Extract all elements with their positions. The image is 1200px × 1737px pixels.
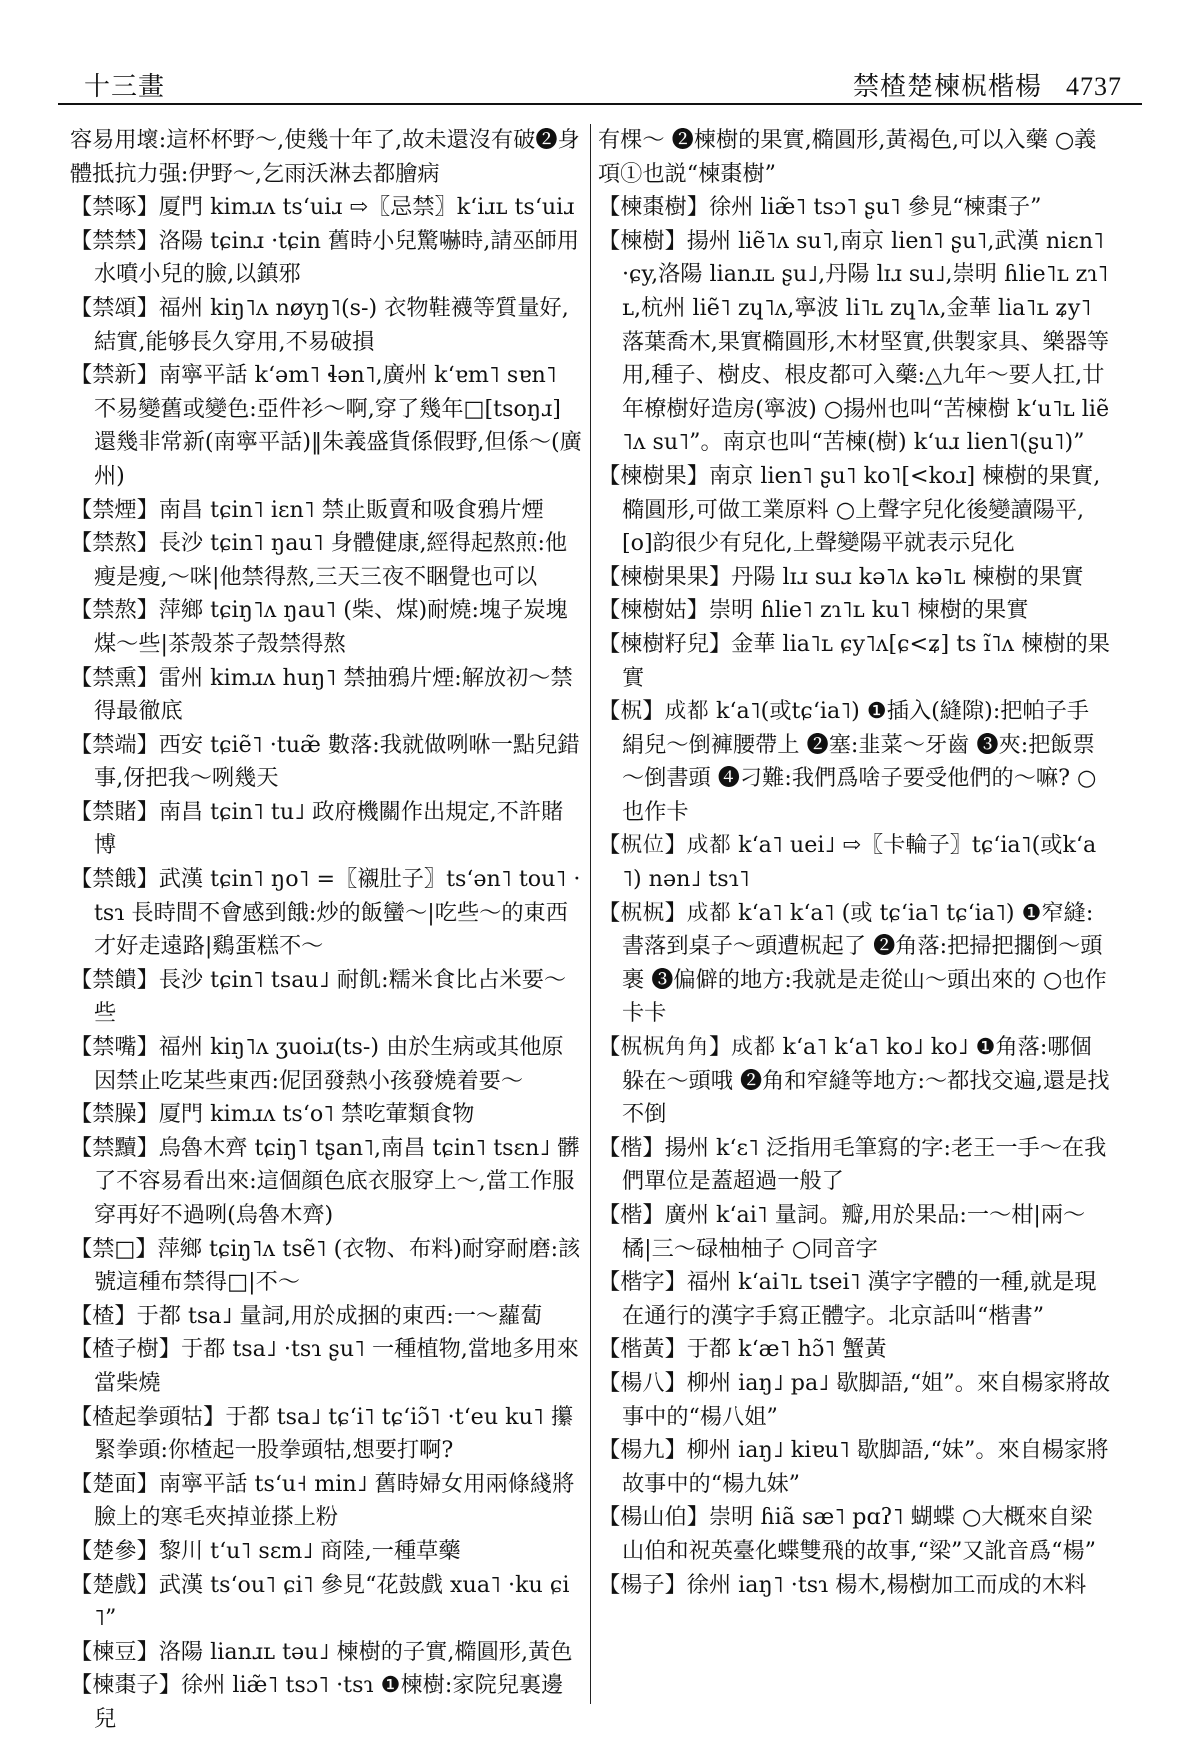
right-column (598, 124, 1110, 1704)
entry-definition: 南寧平話 tsʻu˧ min˩ 舊時婦女用兩條綫將臉上的寒毛夾掉並搽上粉 (94, 1470, 575, 1531)
entry-definition: 南昌 tɕin˥ tu˩ 政府機關作出規定,不許賭博 (94, 798, 564, 859)
entry-headword: 【 禁□ 】 (70, 1236, 158, 1262)
dictionary-entry (70, 1636, 582, 1670)
entry-headword: 【 楚面 】 (70, 1471, 159, 1497)
entry-headword: 【 楊山伯 】 (598, 1504, 709, 1530)
entry-headword: 【 𣐊 】 (598, 698, 665, 724)
dictionary-entry (70, 1333, 582, 1400)
entry-headword: 【 楊八 】 (598, 1370, 687, 1396)
entry-headword: 【 禁黷 】 (70, 1135, 159, 1161)
entry-definition: 金華 lia˥ʟ ɕy˥ʌ[ɕ<ʑ] ts ĩ˥ʌ 楝樹的果實 (622, 630, 1110, 691)
entry-headword: 【 楷 】 (598, 1202, 665, 1228)
entry-definition: 丹陽 lɪɹ suɹ kə˥ʌ kə˥ʟ 楝樹的果實 (731, 563, 1084, 590)
entry-headword: 【 禁新 】 (70, 362, 159, 388)
entry-headword: 【 楚戲 】 (70, 1572, 159, 1598)
dictionary-entry (598, 628, 1110, 695)
dictionary-entry (70, 1468, 582, 1535)
dictionary-entry (598, 1031, 1110, 1132)
dictionary-entry (70, 796, 582, 863)
entry-headword: 【 楝豆 】 (70, 1639, 159, 1665)
dictionary-entry (598, 1367, 1110, 1434)
dictionary-entry (70, 124, 582, 191)
entry-headword: 【 禁賭 】 (70, 799, 159, 825)
entry-definition: 成都 kʻa˥ uei˩ ⇨〖卡輪子〗tɕʻia˥(或kʻa˥) nən˩ tsɿ˥ (622, 832, 1097, 893)
entry-headword: 【 楝棗樹 】 (598, 194, 709, 220)
entry-definition: 洛陽 lianɹʟ tәu˩ 楝樹的子實,橢圓形,黃色 (158, 1638, 573, 1665)
dictionary-entry (598, 460, 1110, 561)
entry-definition: 有棵～ ❷楝樹的果實,橢圓形,黃褐色,可以入藥 ○義項①也説“楝棗樹” (598, 127, 1097, 187)
entry-headword: 【 𣐊𣐊 】 (598, 900, 687, 926)
entry-headword: 【 禁端 】 (70, 732, 159, 758)
radical-section-title: 十三畫 (84, 72, 166, 102)
dictionary-entry (70, 1535, 582, 1569)
entry-definition: 柳州 iaŋ˩ pa˩ 歇脚語,“姐”。來自楊家將故事中的“楊八姐” (622, 1369, 1111, 1430)
entry-definition: 徐州 iaŋ˥ ·tsɿ 楊木,楊樹加工而成的木料 (686, 1571, 1087, 1598)
entry-headword: 【 楷字 】 (598, 1269, 687, 1295)
dictionary-entry (70, 527, 582, 594)
entry-definition: 揚州 liẽ˥ʌ su˥,南京 lien˥ ʂu˥,武漢 niɛn˥ ·ɕy,洛陽 lianɹʟ ʂu˩,丹陽 lɪɹ su˩,崇明 ɦlie˥ʟ zɿ˥ʟ,杭州 liẽ˥ zɥ˥ʌ,寧波 li˥ʟ zɥ˥ʌ,金華 lia˥ʟ ʑy˥ 落葉喬木,果實橢圓形,木材堅實,供製家具、樂器等用,種子、樹皮、根皮都可入藥:△九年～要人扛,廿年橑樹好造房(寧波) ○揚州也叫“苦楝樹 kʻu˥ʟ liẽ˥ʌ su˥”。南京也叫“苦楝(樹) kʻuɹ lien˥(ʂu˥)” (622, 227, 1110, 456)
entry-headword: 【 禁煙 】 (70, 497, 159, 523)
dictionary-entry (598, 1501, 1110, 1568)
dictionary-entry (70, 1098, 582, 1132)
dictionary-entry (70, 1031, 582, 1098)
dictionary-entry (70, 594, 582, 661)
entry-definition: 柳州 iaŋ˩ kiɐu˥ 歇脚語,“妹”。來自楊家將故事中的“楊九妹” (622, 1437, 1109, 1497)
entry-definition: 徐州 liæ̃˥ tsɔ˥ ·tsɿ ❶楝樹:家院兒裏邊兒 (94, 1672, 564, 1732)
dictionary-entry (598, 1569, 1110, 1603)
entry-definition: 廣州 kʻai˥ 量詞。瓣,用於果品:一～柑|兩～橘|三～碌柚柚子 ○同音字 (622, 1202, 1086, 1262)
entry-definition: 崇明 ɦiã sæ˥ pɑʔ˥ 蝴蝶 ○大概來自梁山伯和祝英臺化蝶雙飛的故事,“梁”又訛音爲“楊” (622, 1504, 1096, 1564)
entry-headword: 【 禁熏 】 (70, 665, 159, 691)
entry-headword: 【 禁頌 】 (70, 295, 159, 321)
entry-definition: 雷州 kimɹʌ huŋ˥ 禁抽鴉片煙:解放初～禁得最徹底 (94, 664, 573, 725)
entry-headword: 【 楝樹果果 】 (598, 564, 731, 590)
entry-headword: 【 楂起拳頭牯 】 (70, 1404, 225, 1430)
entry-headword: 【 禁饋 】 (70, 967, 159, 993)
dictionary-entry (70, 1569, 582, 1636)
entry-definition: 洛陽 tɕinɹ ·tɕin 舊時小兒驚嚇時,請巫師用水噴小兒的臉,以鎮邪 (94, 227, 580, 288)
entry-headword: 【 楊九 】 (598, 1437, 687, 1463)
entry-definition: 成都 kʻa˥ kʻa˥ ko˩ ko˩ ❶角落:哪個躲在～頭哦 ❷角和窄縫等地方:～都找交遍,還是找不倒 (622, 1034, 1110, 1128)
entry-headword: 【 楷黃 】 (598, 1336, 687, 1362)
entry-definition: 容易用壞:這杯杯野～,使幾十年了,故未還沒有破❷身體抵抗力强:伊野～,乞雨沃淋去都膾病 (70, 127, 580, 187)
entry-definition: 揚州 kʻɛ˥ 泛指用毛筆寫的字:老王一手～在我們單位是蓋超過一般了 (622, 1134, 1107, 1195)
entry-definition: 福州 kʻai˥ʟ tsei˥ 漢字字體的一種,就是現在通行的漢字手寫正體字。北京話叫“楷書” (622, 1269, 1097, 1329)
entry-headword: 【 禁熬 】 (70, 530, 159, 556)
dictionary-entry (598, 225, 1110, 460)
entry-headword: 【 禁熬 】 (70, 597, 159, 623)
entry-headword: 【 楝樹 】 (598, 228, 687, 254)
entry-headword: 【 𣐊𣐊角角 】 (598, 1034, 731, 1060)
dictionary-entry (70, 1401, 582, 1468)
entry-headword: 【 楊子 】 (598, 1572, 687, 1598)
page-header-right (853, 66, 1122, 103)
entry-definition: 于都 kʻæ˥ hɔ̃˥ 蟹黃 (686, 1336, 887, 1363)
page-number: 4737 (1066, 72, 1122, 101)
entry-definition: 于都 tsa˩ 量詞,用於成捆的東西:一～蘿蔔 (136, 1302, 543, 1329)
entry-definition: 長沙 tɕin˥ tsau˩ 耐飢:糯米食比占米要～些 (94, 966, 567, 1027)
header-rule (58, 103, 1142, 105)
entry-definition: 于都 tsa˩ tɕʻi˥ tɕʻiɔ̃˥ ·tʻeu ku˥ 攥緊拳頭:你楂起一股拳頭牯,想要打啊? (94, 1403, 574, 1464)
entry-definition: 成都 kʻa˥(或tɕʻia˥) ❶插入(縫隙):把帕子手絹兒～倒褲腰帶上 ❷塞:韭菜～牙齒 ❸夾:把飯票～倒書頭 ❹刁難:我們爲啥子要受他們的～嘛? ○也作卡 (622, 698, 1097, 825)
entry-definition: 于都 tsa˩ ·tsɿ ʂu˥ 一種植物,當地多用來當柴燒 (94, 1336, 579, 1396)
dictionary-entry (70, 225, 582, 292)
entry-definition: 黎川 tʻu˥ sɛm˩ 商陸,一種草藥 (158, 1537, 461, 1564)
entry-headword: 【 禁臊 】 (70, 1101, 159, 1127)
entry-headword: 【 禁餓 】 (70, 866, 159, 892)
left-column (70, 124, 582, 1732)
entry-headword: 【 楚參 】 (70, 1538, 159, 1564)
page-header (58, 60, 1142, 104)
entry-headword: 【 楷 】 (598, 1135, 665, 1161)
dictionary-entry (598, 695, 1110, 829)
entry-definition: 萍鄉 tɕiŋ˥ʌ tsẽ˥ (衣物、布料)耐穿耐磨:該號這種布禁得□|不～ (94, 1235, 581, 1296)
dictionary-entry (70, 292, 582, 359)
dictionary-entry (598, 1434, 1110, 1501)
entry-headword: 【 楂子樹 】 (70, 1336, 181, 1362)
entry-definition: 南昌 tɕin˥ iɛn˥ 禁止販賣和吸食鴉片煙 (158, 496, 544, 523)
entry-headword: 【 楝棗子 】 (70, 1672, 181, 1698)
entry-headword: 【 楝樹姑 】 (598, 597, 709, 623)
entry-headword: 【 楝樹果 】 (598, 463, 709, 489)
dictionary-entry (70, 1669, 582, 1736)
entry-headword: 【 楝樹籽兒 】 (598, 631, 731, 657)
dictionary-entry (598, 191, 1110, 225)
dictionary-entry (70, 191, 582, 225)
entry-definition: 厦門 kimɹʌ tsʻuiɹ ⇨〖忌禁〗kʻiɹʟ tsʻuiɹ (158, 194, 575, 221)
column-divider (590, 124, 591, 1704)
dictionary-entry (70, 964, 582, 1031)
dictionary-entry (70, 1300, 582, 1334)
dictionary-entry (598, 897, 1110, 1031)
entry-definition: 福州 kiŋ˥ʌ ʒuoiɹ(ts-) 由於生病或其他原因禁止吃某些東西:伲囝發熱小孩發燒着要～ (94, 1034, 564, 1094)
entry-definition: 武漢 tsʻou˥ ɕi˥ 參見“花鼓戲 xua˥ ·ku ɕi˥” (94, 1571, 570, 1632)
entry-definition: 徐州 liæ̃˥ tsɔ˥ ʂu˥ 參見“楝棗子” (708, 194, 1042, 221)
dictionary-entry (70, 359, 582, 493)
dictionary-entry (70, 863, 582, 964)
entry-definition: 南寧平話 kʻəm˥ ɬən˥,廣州 kʻɐm˥ sɐn˥ 不易變舊或變色:亞件衫～啊,穿了幾年□[tsoŋɹ]還幾非常新(南寧平話)‖朱義盛貨係假野,但係～(廣州) (94, 362, 582, 489)
dictionary-entry (70, 729, 582, 796)
dictionary-entry (598, 1132, 1110, 1199)
dictionary-entry (70, 1233, 582, 1300)
entry-definition: 長沙 tɕin˥ ŋau˥ 身體健康,經得起熬煎:他瘦是瘦,～咪|他禁得熬,三天三夜不睏覺也可以 (94, 530, 568, 590)
entry-definition: 西安 tɕiẽ˥ ·tuæ̃ 數落:我就做咧咻一點兒錯事,伢把我～咧幾天 (94, 731, 580, 792)
dictionary-entry (598, 124, 1110, 191)
dictionary-entry (598, 561, 1110, 595)
entry-definition: 烏魯木齊 tɕiŋ˥ tʂan˥,南昌 tɕin˥ tsɛn˩ 髒了不容易看出來:這個顔色底衣服穿上～,當工作服穿再好不過咧(烏魯木齊) (94, 1134, 580, 1228)
dictionary-entry (70, 662, 582, 729)
dictionary-entry (598, 829, 1110, 896)
entry-definition: 崇明 ɦlie˥ zɿ˥ʟ ku˥ 楝樹的果實 (708, 597, 1029, 624)
dictionary-entry (598, 1333, 1110, 1367)
dictionary-entry (70, 1132, 582, 1233)
entry-headword: 【 禁啄 】 (70, 194, 159, 220)
entry-headword: 【 楂 】 (70, 1303, 137, 1329)
dictionary-entry (598, 1199, 1110, 1266)
entry-headword: 【 禁禁 】 (70, 228, 159, 254)
dictionary-entry (598, 594, 1110, 628)
guide-characters: 禁楂楚楝𣐊楷楊 (852, 72, 1042, 102)
entry-definition: 厦門 kimɹʌ tsʻo˥ 禁吃葷類食物 (158, 1101, 475, 1128)
dictionary-entry (70, 494, 582, 528)
dictionary-entry (598, 1266, 1110, 1333)
entry-definition: 南京 lien˥ ʂu˥ ko˥[<koɹ] 楝樹的果實,橢圓形,可做工業原料 ○上聲字兒化後變讀陽平,[o]韵很少有兒化,上聲變陽平就表示兒化 (622, 462, 1101, 557)
entry-definition: 成都 kʻa˥ kʻa˥ (或 tɕʻia˥ tɕʻia˥) ❶窄縫:書落到桌子～頭遭𣐊起了 ❷角落:把掃把擱倒～頭裹 ❸偏僻的地方:我就是走從山～頭出來的 ○也作卡卡 (622, 899, 1107, 1027)
entry-headword: 【 禁嘴 】 (70, 1034, 159, 1060)
entry-definition: 萍鄉 tɕiŋ˥ʌ ŋau˥ (柴、煤)耐燒:塊子炭塊煤～些|茶殼茶子殼禁得熬 (94, 597, 568, 657)
entry-headword: 【 𣐊位 】 (598, 832, 687, 858)
entry-definition: 福州 kiŋ˥ʌ nøyŋ˥(s-) 衣物鞋襪等質量好,結實,能够長久穿用,不易破損 (94, 294, 569, 355)
entry-definition: 武漢 tɕin˥ ŋo˥ =〖襯肚子〗tsʻən˥ tou˥ ·tsɿ 長時間不會感到餓:炒的飯蠻～|吃些～的東西才好走遠路|鷄蛋糕不～ (94, 866, 581, 960)
